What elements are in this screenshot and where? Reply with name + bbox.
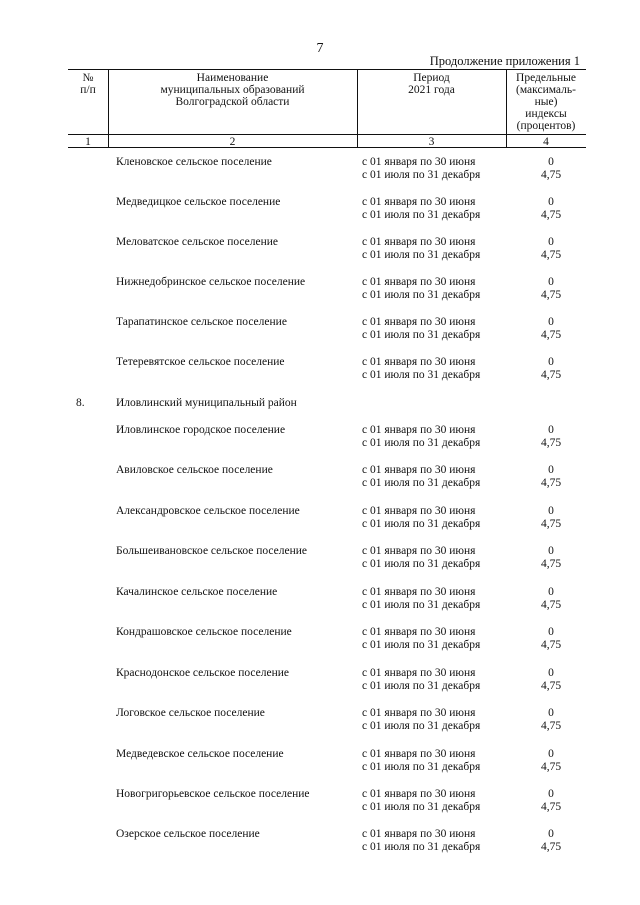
page-number: 7 — [316, 41, 324, 56]
municipality-name: Меловатское сельское поселение — [116, 236, 278, 248]
index-second-half: 4,75 — [540, 680, 562, 692]
index-second-half: 4,75 — [540, 720, 562, 732]
index-second-half: 4,75 — [540, 761, 562, 773]
header-text: ные) — [534, 96, 558, 108]
period-second-half: с 01 июля по 31 декабря — [362, 801, 481, 813]
header-text: Период — [413, 72, 450, 84]
municipality-name: Авиловское сельское поселение — [116, 464, 273, 476]
municipality-name: Большеивановское сельское поселение — [116, 545, 308, 557]
index-first-half: 0 — [548, 316, 554, 328]
header-text: индексы — [525, 108, 567, 120]
municipality-name: Логовское сельское поселение — [116, 707, 265, 719]
period-first-half: с 01 января по 30 июня — [362, 707, 476, 719]
index-second-half: 4,75 — [540, 599, 562, 611]
index-second-half: 4,75 — [540, 169, 562, 181]
period-first-half: с 01 января по 30 июня — [362, 586, 476, 598]
header-col-period — [357, 72, 506, 96]
period-first-half: с 01 января по 30 июня — [362, 356, 476, 368]
index-first-half: 0 — [548, 788, 554, 800]
period-second-half: с 01 июля по 31 декабря — [362, 289, 481, 301]
period-second-half: с 01 июля по 31 декабря — [362, 720, 481, 732]
period-first-half: с 01 января по 30 июня — [362, 626, 476, 638]
index-first-half: 0 — [548, 236, 554, 248]
period-first-half: с 01 января по 30 июня — [362, 276, 476, 288]
header-text: п/п — [80, 84, 96, 96]
period-second-half: с 01 июля по 31 декабря — [362, 209, 481, 221]
period-second-half: с 01 июля по 31 декабря — [362, 329, 481, 341]
period-first-half: с 01 января по 30 июня — [362, 156, 476, 168]
period-second-half: с 01 июля по 31 декабря — [362, 599, 481, 611]
period-first-half: с 01 января по 30 июня — [362, 424, 476, 436]
header-col-number — [68, 72, 108, 96]
index-second-half: 4,75 — [540, 289, 562, 301]
municipality-name: Медведицкое сельское поселение — [116, 196, 281, 208]
period-second-half: с 01 июля по 31 декабря — [362, 558, 481, 570]
period-second-half: с 01 июля по 31 декабря — [362, 841, 481, 853]
row-number: 8. — [76, 397, 85, 409]
period-second-half: с 01 июля по 31 декабря — [362, 761, 481, 773]
index-second-half: 4,75 — [540, 801, 562, 813]
index-first-half: 0 — [548, 196, 554, 208]
index-first-half: 0 — [548, 356, 554, 368]
municipality-name: Качалинское сельское поселение — [116, 586, 278, 598]
index-first-half: 0 — [548, 586, 554, 598]
header-text: (максималь- — [516, 84, 576, 96]
period-first-half: с 01 января по 30 июня — [362, 828, 476, 840]
column-number-4: 4 — [543, 136, 549, 148]
period-first-half: с 01 января по 30 июня — [362, 464, 476, 476]
index-second-half: 4,75 — [540, 841, 562, 853]
index-first-half: 0 — [548, 748, 554, 760]
header-text: Предельные — [516, 72, 576, 84]
header-text: муниципальных образований — [160, 84, 305, 96]
period-second-half: с 01 июля по 31 декабря — [362, 169, 481, 181]
index-second-half: 4,75 — [540, 639, 562, 651]
district-name: Иловлинский муниципальный район — [116, 397, 297, 409]
index-first-half: 0 — [548, 464, 554, 476]
index-first-half: 0 — [548, 828, 554, 840]
index-first-half: 0 — [548, 626, 554, 638]
index-second-half: 4,75 — [540, 249, 562, 261]
header-col-index — [506, 72, 586, 132]
index-first-half: 0 — [548, 707, 554, 719]
header-mid-rule — [68, 134, 586, 135]
period-second-half: с 01 июля по 31 декабря — [362, 369, 481, 381]
index-second-half: 4,75 — [540, 369, 562, 381]
index-first-half: 0 — [548, 667, 554, 679]
header-text: № — [82, 72, 94, 84]
period-second-half: с 01 июля по 31 декабря — [362, 437, 481, 449]
municipality-name: Тарапатинское сельское поселение — [116, 316, 287, 328]
index-first-half: 0 — [548, 505, 554, 517]
header-text: Волгоградской области — [175, 96, 290, 108]
column-number-1: 1 — [85, 136, 91, 148]
index-first-half: 0 — [548, 156, 554, 168]
header-top-rule — [68, 69, 586, 70]
continuation-note: Продолжение приложения 1 — [429, 54, 580, 68]
index-first-half: 0 — [548, 545, 554, 557]
municipality-name: Озерское сельское поселение — [116, 828, 260, 840]
index-second-half: 4,75 — [540, 558, 562, 570]
municipality-name: Александровское сельское поселение — [116, 505, 300, 517]
period-second-half: с 01 июля по 31 декабря — [362, 518, 481, 530]
municipality-name: Краснодонское сельское поселение — [116, 667, 290, 679]
period-first-half: с 01 января по 30 июня — [362, 545, 476, 557]
index-second-half: 4,75 — [540, 518, 562, 530]
period-first-half: с 01 января по 30 июня — [362, 316, 476, 328]
column-number-3: 3 — [428, 136, 435, 148]
period-second-half: с 01 июля по 31 декабря — [362, 477, 481, 489]
period-first-half: с 01 января по 30 июня — [362, 667, 476, 679]
index-first-half: 0 — [548, 276, 554, 288]
municipality-name: Нижнедобринское сельское поселение — [116, 276, 306, 288]
period-second-half: с 01 июля по 31 декабря — [362, 680, 481, 692]
municipality-name: Новогригорьевское сельское поселение — [116, 788, 310, 800]
header-text: (процентов) — [516, 120, 576, 132]
header-text: Наименование — [196, 72, 269, 84]
period-second-half: с 01 июля по 31 декабря — [362, 249, 481, 261]
period-first-half: с 01 января по 30 июня — [362, 505, 476, 517]
column-number-2: 2 — [229, 136, 236, 148]
period-first-half: с 01 января по 30 июня — [362, 748, 476, 760]
period-second-half: с 01 июля по 31 декабря — [362, 639, 481, 651]
period-first-half: с 01 января по 30 июня — [362, 236, 476, 248]
index-second-half: 4,75 — [540, 477, 562, 489]
index-second-half: 4,75 — [540, 437, 562, 449]
index-second-half: 4,75 — [540, 209, 562, 221]
header-col-name — [108, 72, 357, 108]
municipality-name: Кленовское сельское поселение — [116, 156, 272, 168]
header-text: 2021 года — [408, 84, 455, 96]
municipality-name: Иловлинское городское поселение — [116, 424, 286, 436]
index-second-half: 4,75 — [540, 329, 562, 341]
period-first-half: с 01 января по 30 июня — [362, 788, 476, 800]
municipality-name: Тетеревятское сельское поселение — [116, 356, 285, 368]
index-first-half: 0 — [548, 424, 554, 436]
period-first-half: с 01 января по 30 июня — [362, 196, 476, 208]
municipality-name: Медведевское сельское поселение — [116, 748, 284, 760]
municipality-name: Кондрашовское сельское поселение — [116, 626, 292, 638]
